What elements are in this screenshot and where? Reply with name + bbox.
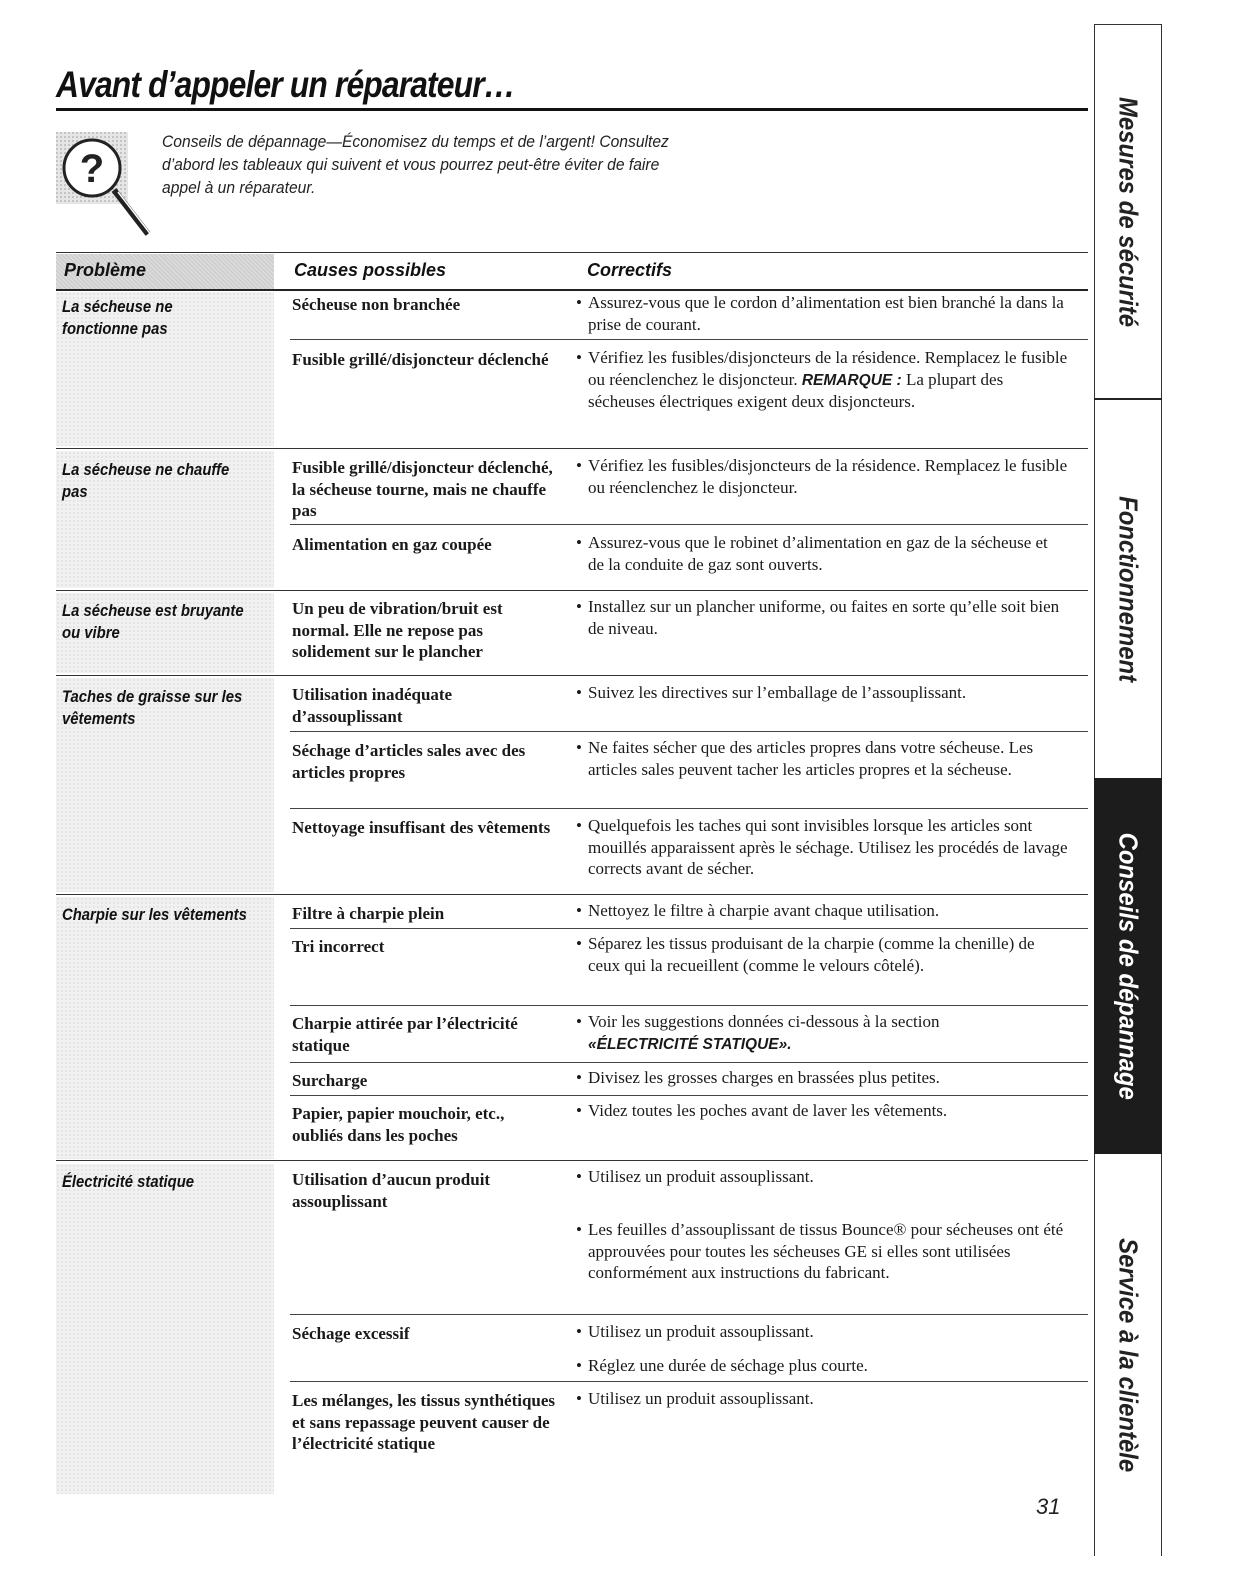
bullet-icon: • [576, 816, 582, 835]
header-problem: Problème [56, 254, 274, 290]
group-divider [56, 894, 1088, 895]
bullet-icon: • [576, 1012, 582, 1031]
row-divider [290, 928, 1088, 929]
cause-text: Utilisation d’aucun produit assouplissant [292, 1170, 491, 1211]
bullet-icon: • [576, 901, 582, 920]
cause-text: Nettoyage insuffisant des vêtements [292, 818, 551, 837]
bullet-icon: • [576, 1220, 582, 1239]
magnifier-question-icon [56, 132, 154, 242]
table-header [56, 254, 1088, 290]
svg-text:?: ? [79, 147, 105, 191]
group-divider [56, 448, 1088, 449]
tab-label: Mesures de sécurité [1113, 96, 1144, 327]
fix-item: • Vérifiez les fusibles/disjoncteurs de la résidence. Remplacez le fusible ou réenclenchez le disjoncteur. [576, 456, 1068, 497]
fix-item: • Les feuilles d’assouplissant de tissus Bounce® pour sécheuses ont été approuvées pour toutes les sécheuses GE si elles sont utilisées conformément aux instructions du fabricant. [576, 1220, 1064, 1282]
cause-text: Tri incorrect [292, 937, 385, 956]
tab-label: Fonctionnement [1113, 495, 1144, 683]
header-top-rule [56, 252, 1088, 253]
row-divider [290, 808, 1088, 809]
bullet-icon: • [576, 738, 582, 757]
cause-text: Sécheuse non branchée [292, 295, 461, 314]
problem-cell-bg [56, 897, 274, 1159]
fix-item: • Installez sur un plancher uniforme, ou faites en sorte qu’elle soit bien de niveau. [576, 597, 1060, 638]
bullet-icon: • [576, 456, 582, 475]
fix-item: • Utilisez un produit assouplissant. [576, 1389, 814, 1408]
group-divider [56, 590, 1088, 591]
cause-text: Charpie attirée par l’électricité statique [292, 1014, 518, 1055]
row-divider [290, 1381, 1088, 1382]
bullet-icon: • [576, 597, 582, 616]
problem-label: Taches de graisse sur les vêtements [62, 688, 243, 728]
tab-conseils-de-depannage[interactable] [1094, 778, 1162, 1154]
cause-text: Surcharge [292, 1071, 368, 1090]
header-bottom-rule [56, 289, 1088, 291]
tab-fonctionnement[interactable] [1094, 400, 1162, 778]
cause-text: Fusible grillé/disjoncteur déclenché, la sécheuse tourne, mais ne chauffe pas [292, 458, 553, 520]
cause-text: Alimentation en gaz coupée [292, 535, 492, 554]
note-label: REMARQUE : [801, 371, 902, 389]
row-divider [290, 339, 1088, 340]
fix-item: • Divisez les grosses charges en brassées plus petites. [576, 1068, 940, 1087]
group-divider [56, 1160, 1088, 1161]
fix-item: • Voir les suggestions données ci-dessous à la section «ÉLECTRICITÉ STATIQUE». [576, 1012, 940, 1053]
tab-service-a-la-clientele[interactable] [1094, 1154, 1162, 1556]
cause-text: Séchage d’articles sales avec des articles propres [292, 741, 526, 782]
cause-text: Utilisation inadéquate d’assouplissant [292, 685, 453, 726]
row-divider [290, 524, 1088, 525]
tab-label: Service à la clientèle [1113, 1237, 1144, 1473]
row-divider [290, 731, 1088, 732]
group-divider [56, 675, 1088, 676]
note-text: La plupart des sécheuses électriques exigent deux disjoncteurs. [588, 369, 1004, 411]
fix-item: • Assurez-vous que le robinet d’alimentation en gaz de la sécheuse et de la conduite de gaz sont ouverts. [576, 533, 1048, 574]
problem-label: La sécheuse est bruyante ou vibre [62, 602, 244, 642]
tab-mesures-de-securite[interactable] [1094, 26, 1162, 398]
fix-item: • Utilisez un produit assouplissant. [576, 1167, 814, 1186]
bullet-icon: • [576, 1389, 582, 1408]
problem-cell-bg [56, 1164, 274, 1494]
intro-text: Conseils de dépannage—Économisez du temps et de l’argent! Consultez d’abord les tableaux qui suivent et vous pourrez peut-être éviter de faire appel à un réparateur. [162, 132, 669, 197]
fix-item: • Utilisez un produit assouplissant. [576, 1322, 814, 1341]
problem-label: Électricité statique [62, 1173, 195, 1191]
row-divider [290, 1095, 1088, 1096]
row-divider [290, 1062, 1088, 1063]
problem-label: La sécheuse ne fonctionne pas [62, 298, 173, 338]
fix-item: • Ne faites sécher que des articles propres dans votre sécheuse. Les articles sales peuvent tacher les articles propres et la sécheuse. [576, 738, 1034, 779]
fix-item: • Videz toutes les poches avant de laver les vêtements. [576, 1101, 948, 1120]
problem-label: La sécheuse ne chauffe pas [62, 461, 230, 501]
fix-item: • Quelquefois les taches qui sont invisibles lorsque les articles sont mouillés apparaissent après le séchage. Utilisez les procédés de lavage corrects avant de sécher. [576, 816, 1068, 878]
fix-item: • Séparez les tissus produisant de la charpie (comme la chenille) de ceux qui la recueillent (comme le velours côtelé). [576, 934, 1035, 975]
bullet-icon: • [576, 533, 582, 552]
bullet-icon: • [576, 293, 582, 312]
page-number: 31 [1036, 1494, 1061, 1519]
cause-text: Séchage excessif [292, 1324, 410, 1343]
problem-label: Charpie sur les vêtements [62, 906, 247, 924]
cause-text: Filtre à charpie plein [292, 904, 445, 923]
bullet-icon: • [576, 1068, 582, 1087]
header-causes: Causes possibles [294, 260, 447, 280]
static-ref-link: «ÉLECTRICITÉ STATIQUE». [588, 1035, 792, 1053]
bullet-icon: • [576, 1322, 582, 1341]
header-fixes: Correctifs [587, 260, 673, 280]
bullet-icon: • [576, 1356, 582, 1375]
cause-text: Papier, papier mouchoir, etc., oubliés dans les poches [292, 1104, 505, 1145]
fix-item: • Suivez les directives sur l’emballage de l’assouplissant. [576, 683, 967, 702]
fix-item: • Réglez une durée de séchage plus courte. [576, 1356, 868, 1375]
bullet-icon: • [576, 1167, 582, 1186]
row-divider [290, 1314, 1088, 1315]
tab-label: Conseils de dépannage [1113, 832, 1144, 1100]
fix-item: • Nettoyez le filtre à charpie avant chaque utilisation. [576, 901, 940, 920]
row-divider [290, 1005, 1088, 1006]
bullet-icon: • [576, 683, 582, 702]
fix-item: • Assurez-vous que le cordon d’alimentation est bien branché la dans la prise de courant. [576, 293, 1064, 334]
page-title: Avant d’appeler un réparateur… [56, 64, 515, 105]
fix-item: • Vérifiez les fusibles/disjoncteurs de la résidence. Remplacez le fusible ou réenclenchez le disjoncteur. REMARQUE : La plupart des sécheuses électriques exigent deux disjoncteurs. [576, 348, 1068, 411]
bullet-icon: • [576, 1101, 582, 1120]
cause-text: Les mélanges, les tissus synthétiques et sans repassage peuvent causer de l’électricité statique [292, 1391, 556, 1453]
cause-text: Un peu de vibration/bruit est normal. Elle ne repose pas solidement sur le plancher [292, 599, 503, 661]
bullet-icon: • [576, 348, 582, 367]
title-rule [56, 108, 1088, 111]
cause-text: Fusible grillé/disjoncteur déclenché [292, 350, 549, 369]
bullet-icon: • [576, 934, 582, 953]
